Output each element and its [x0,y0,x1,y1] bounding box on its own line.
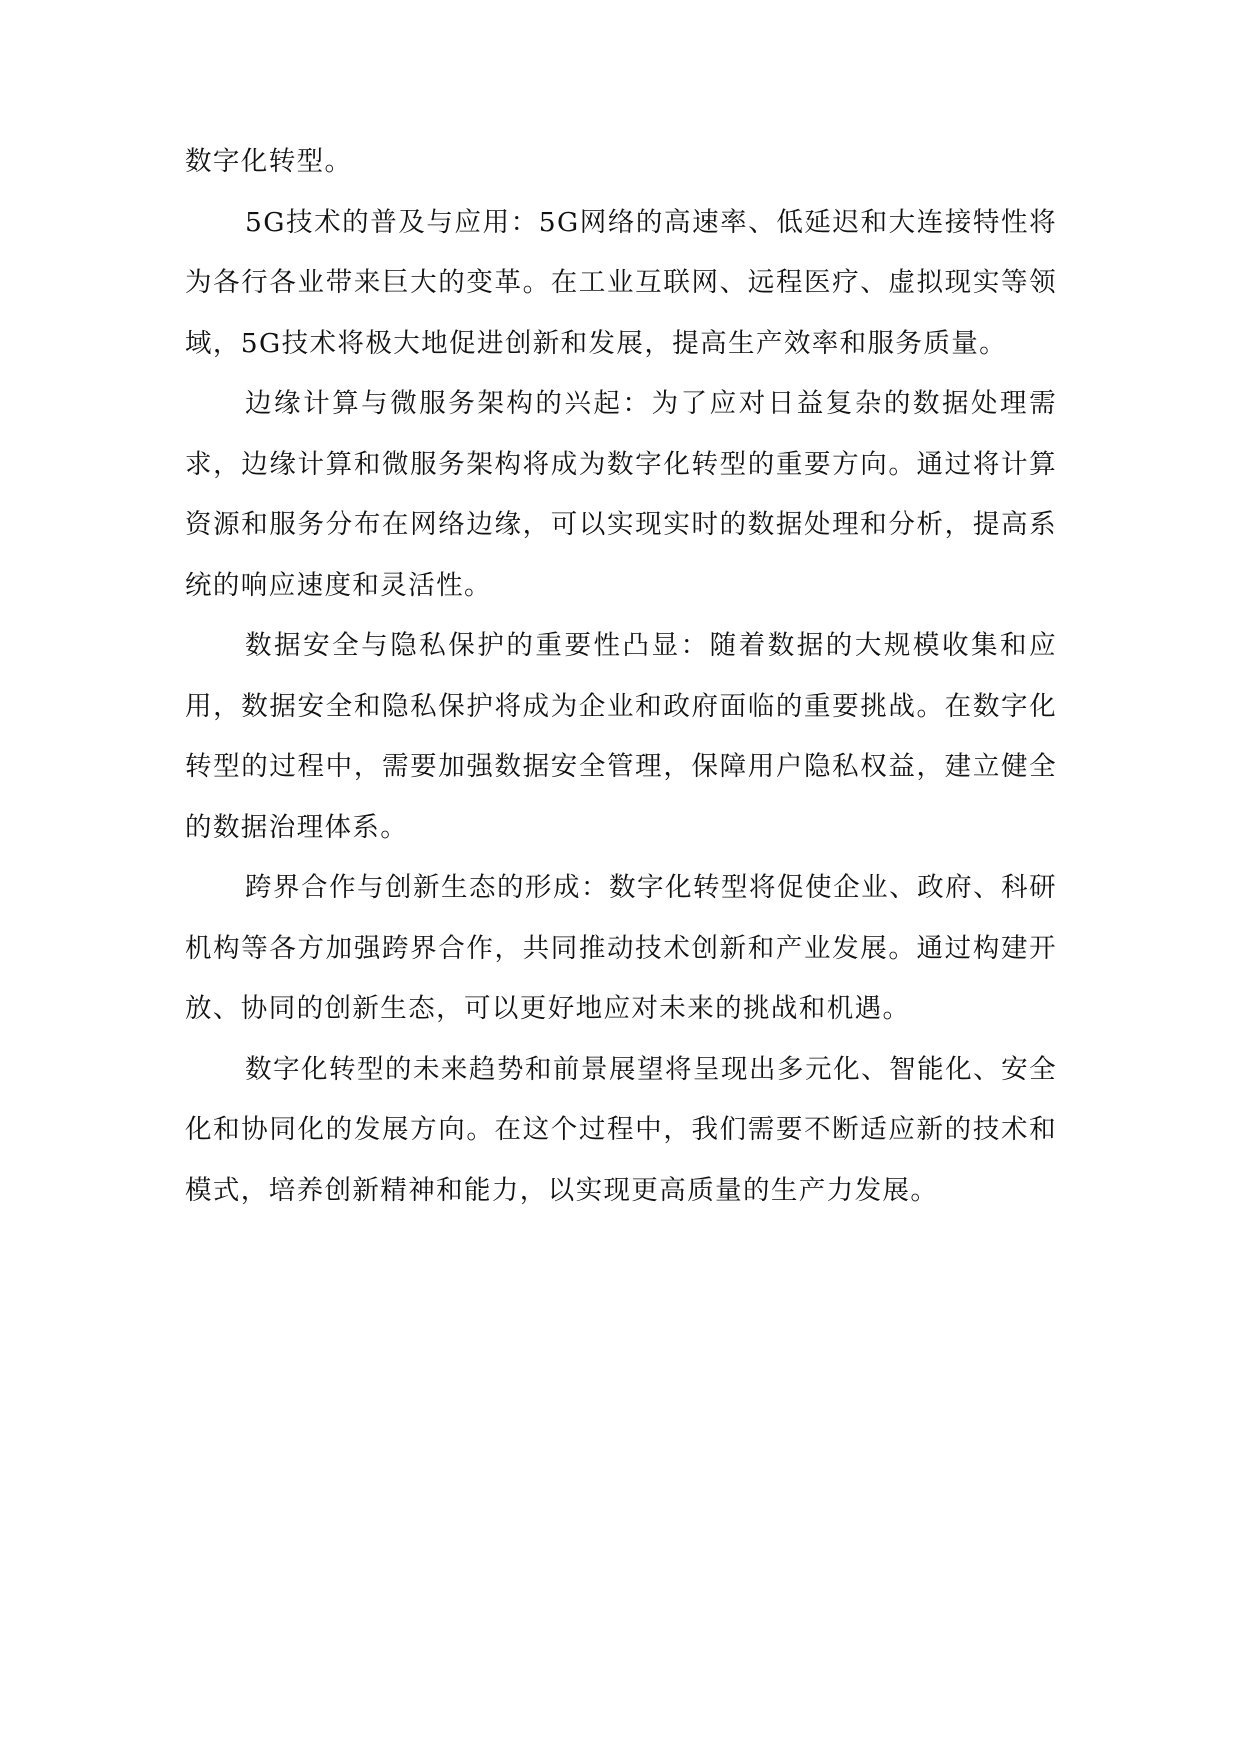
paragraph-outlook: 数字化转型的未来趋势和前景展望将呈现出多元化、智能化、安全化和协同化的发展方向。在这个过程中，我们需要不断适应新的技术和模式，培养创新精神和能力，以实现更高质量的生产力发展。 [185,1053,1057,1206]
paragraph-data-security: 数据安全与隐私保护的重要性凸显：随着数据的大规模收集和应用，数据安全和隐私保护将成为企业和政府面临的重要挑战。在数字化转型的过程中，需要加强数据安全管理，保障用户隐私权益，建立健全的数据治理体系。 [185,630,1057,843]
paragraph-continuation: 数字化转型。 [185,146,353,177]
paragraph-cross-border-cooperation: 跨界合作与创新生态的形成：数字化转型将促使企业、政府、科研机构等各方加强跨界合作，共同推动技术创新和产业发展。通过构建开放、协同的创新生态，可以更好地应对未来的挑战和机遇。 [185,872,1057,1024]
document-body [185,132,1057,1221]
paragraph-edge-computing: 边缘计算与微服务架构的兴起：为了应对日益复杂的数据处理需求，边缘计算和微服务架构将成为数字化转型的重要方向。通过将计算资源和服务分布在网络边缘，可以实现实时的数据处理和分析，提高系统的响应速度和灵活性。 [185,388,1057,601]
paragraph-5g: 5G技术的普及与应用：5G网络的高速率、低延迟和大连接特性将为各行各业带来巨大的变革。在工业互联网、远程医疗、虚拟现实等领域，5G技术将极大地促进创新和发展，提高生产效率和服务质量。 [185,206,1057,359]
